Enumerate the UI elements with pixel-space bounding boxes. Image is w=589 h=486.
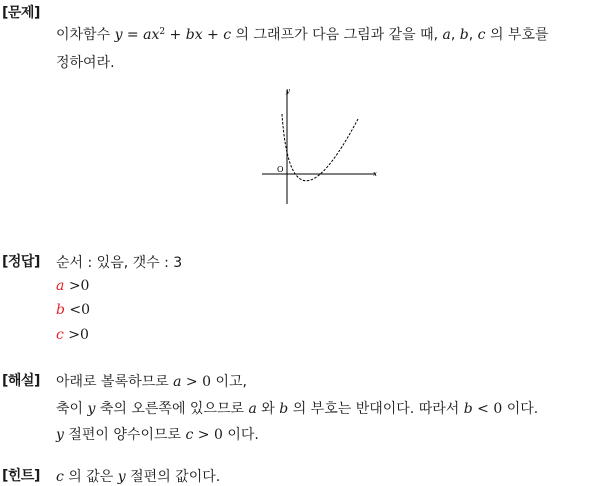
var-a: a	[442, 27, 451, 43]
eq-exponent: 2	[159, 27, 166, 37]
eq-bx: bx	[185, 27, 203, 43]
comma: ,	[468, 27, 474, 43]
explanation-line-2	[56, 398, 538, 418]
comma: ,	[450, 27, 456, 43]
parabola-graph	[258, 86, 388, 206]
eq-equals: =	[122, 27, 144, 43]
var-c: c	[185, 427, 194, 443]
eq-plus: +	[202, 27, 224, 43]
explanation-text: 와	[261, 401, 275, 417]
var-a: a	[173, 374, 182, 390]
problem-line-2: 정하여라.	[56, 55, 115, 71]
var-c: c	[56, 469, 64, 485]
answer-var: c	[56, 327, 64, 343]
relation: > 0	[181, 374, 212, 390]
explanation-text: 아래로 볼록하므로	[56, 374, 169, 390]
explanation-text: 절편이 양수이므로	[68, 427, 182, 443]
var-y: y	[87, 401, 96, 417]
problem-line-1	[56, 24, 549, 44]
explanation-text: 이다.	[506, 401, 539, 417]
explanation-text: 축의 오른쪽에 있으므로	[99, 401, 245, 417]
answer-row-b	[56, 302, 90, 318]
problem-label: [문제]	[2, 5, 40, 21]
var-y: y	[56, 427, 64, 443]
explanation-text: 이고,	[215, 374, 247, 390]
hint-label: [힌트]	[2, 468, 40, 484]
relation: > 0	[193, 427, 223, 443]
origin-label: O	[277, 165, 284, 174]
var-c: c	[477, 27, 486, 43]
explanation-line-3	[56, 424, 259, 444]
answer-var: a	[56, 278, 65, 294]
answer-relation: <0	[69, 302, 91, 318]
hint-line	[56, 466, 220, 486]
answer-relation: >0	[68, 327, 89, 343]
problem-text: 의 그래프가 다음 그림과 같을 때,	[235, 27, 439, 43]
answer-var: b	[56, 302, 65, 318]
y-axis-label: y	[286, 87, 290, 95]
explanation-label: [해설]	[2, 373, 40, 389]
problem-text: 이차함수	[56, 27, 111, 43]
explanation-line-1	[56, 371, 247, 391]
hint-text: 의 값은	[68, 469, 114, 485]
var-a: a	[248, 401, 257, 417]
eq-c: c	[223, 27, 232, 43]
var-b: b	[279, 401, 289, 417]
hint-text: 절편의 값이다.	[130, 469, 221, 485]
problem-text: 의 부호를	[489, 27, 549, 43]
answer-relation: >0	[68, 278, 90, 294]
var-y: y	[117, 469, 126, 485]
explanation-text: 축이	[56, 401, 84, 417]
answer-summary: 순서 : 있음, 갯수 : 3	[56, 255, 183, 271]
eq-plus: +	[165, 27, 186, 43]
eq-ax: ax	[143, 27, 160, 43]
relation: < 0	[472, 401, 503, 417]
var-b: b	[463, 401, 473, 417]
explanation-text: 이다.	[227, 427, 259, 443]
eq-y: y	[114, 27, 123, 43]
answer-label: [정답]	[2, 254, 40, 270]
var-b: b	[459, 27, 469, 43]
answer-row-a	[56, 278, 89, 294]
explanation-text: 의 부호는 반대이다. 따라서	[292, 401, 460, 417]
x-axis-label: x	[373, 170, 377, 178]
answer-row-c	[56, 327, 89, 343]
parabola-curve	[282, 114, 358, 181]
